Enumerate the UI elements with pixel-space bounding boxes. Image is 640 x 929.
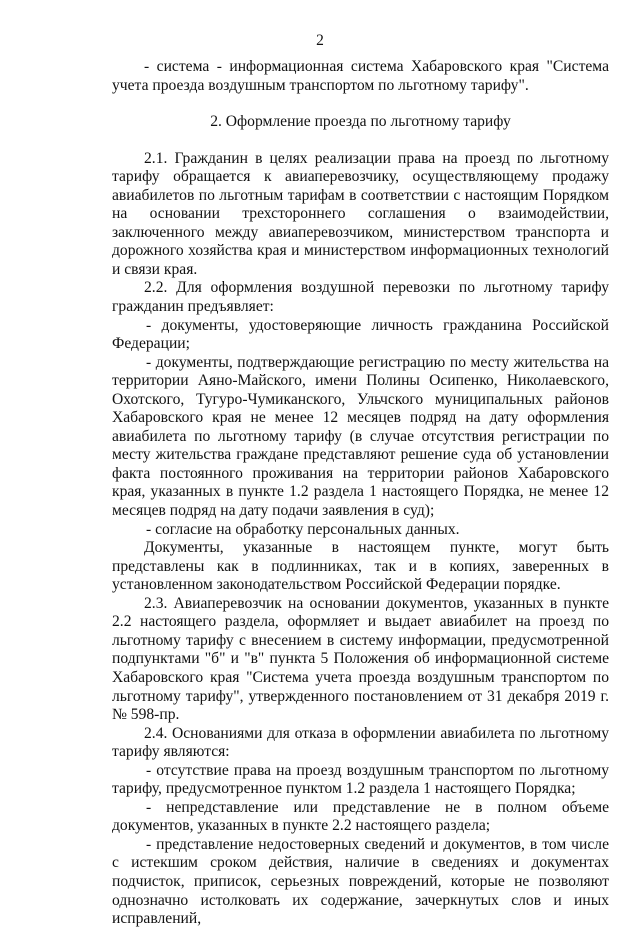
paragraph-2-1: 2.1. Гражданин в целях реализации права на проезд по льготному тарифу обращается к авиаперевозчику, осуществляющему продажу авиабилетов по льготным тарифам в соответствии с настоящим Порядком на основании трехстороннего соглашения о взаимодействии, заключенного между авиаперевозчиком, министерством транспорта и дорожного хозяйства края и министерством информационных технологий и связи края. <box>112 149 609 278</box>
list-item-false-information: - представление недостоверных сведений и документов, в том числе с истекшим сроком действия, наличие в сведениях и документах подчисток, приписок, серьезных повреждений, которые не позволяют однозначно истолковать их содержание, зачеркнутых слов и иных исправлений, <box>112 835 609 928</box>
list-item-registration-documents: - документы, подтверждающие регистрацию по месту жительства на территории Аяно-Майского, имени Полины Осипенко, Николаевского, Охотского, Тугуро-Чумиканского, Ульчского муниципальных районов Хабаровского края не менее 12 месяцев подряд на дату оформления авиабилета по льготному тарифу (в случае отсутствия регистрации по месту жительства граждане представляют решение суда об установлении факта постоянного проживания на территории районов Хабаровского края, указанных в пункте 1.2 раздела 1 настоящего Порядка, не менее 12 месяцев подряд на дату подачи заявления в суд); <box>112 353 609 520</box>
paragraph-2-2: 2.2. Для оформления воздушной перевозки по льготному тарифу гражданин предъявляет: <box>112 279 609 316</box>
paragraph-2-3: 2.3. Авиаперевозчик на основании документов, указанных в пункте 2.2 настоящего раздела, оформляет и выдает авиабилет на проезд по льготному тарифу с внесением в систему информации, предусмотренной подпунктами "б" и "в" пункта 5 Положения об информационной системе Хабаровского края "Система учета проезда воздушным транспортом по льготному тарифу", утвержденного постановлением от 31 декабря 2019 г. № 598-пр. <box>112 594 609 724</box>
definition-paragraph: - система - информационная система Хабаровского края "Система учета проезда воздушным транспортом по льготному тарифу". <box>112 58 609 94</box>
list-item-personal-data-consent: - согласие на обработку персональных данных. <box>146 520 460 538</box>
list-item-no-right: - отсутствие права на проезд воздушным транспортом по льготному тарифу, предусмотренное пунктом 1.2 раздела 1 настоящего Порядка; <box>112 761 609 798</box>
paragraph-2-4: 2.4. Основаниями для отказа в оформлении авиабилета по льготному тарифу являются: <box>112 724 609 761</box>
section-heading: 2. Оформление проезда по льготному тарифу <box>210 113 511 131</box>
page-number: 2 <box>316 32 324 49</box>
list-item-identity-documents: - документы, удостоверяющие личность гражданина Российской Федерации; <box>112 316 609 353</box>
paragraph-documents-form: Документы, указанные в настоящем пункте, могут быть представлены как в подлинниках, так и в копиях, заверенных в установленном законодательством Российской Федерации порядке. <box>112 539 609 594</box>
document-body <box>112 58 609 929</box>
list-item-incomplete-documents: - непредставление или представление не в полном объеме документов, указанных в пункте 2.2 настоящего раздела; <box>112 798 609 835</box>
